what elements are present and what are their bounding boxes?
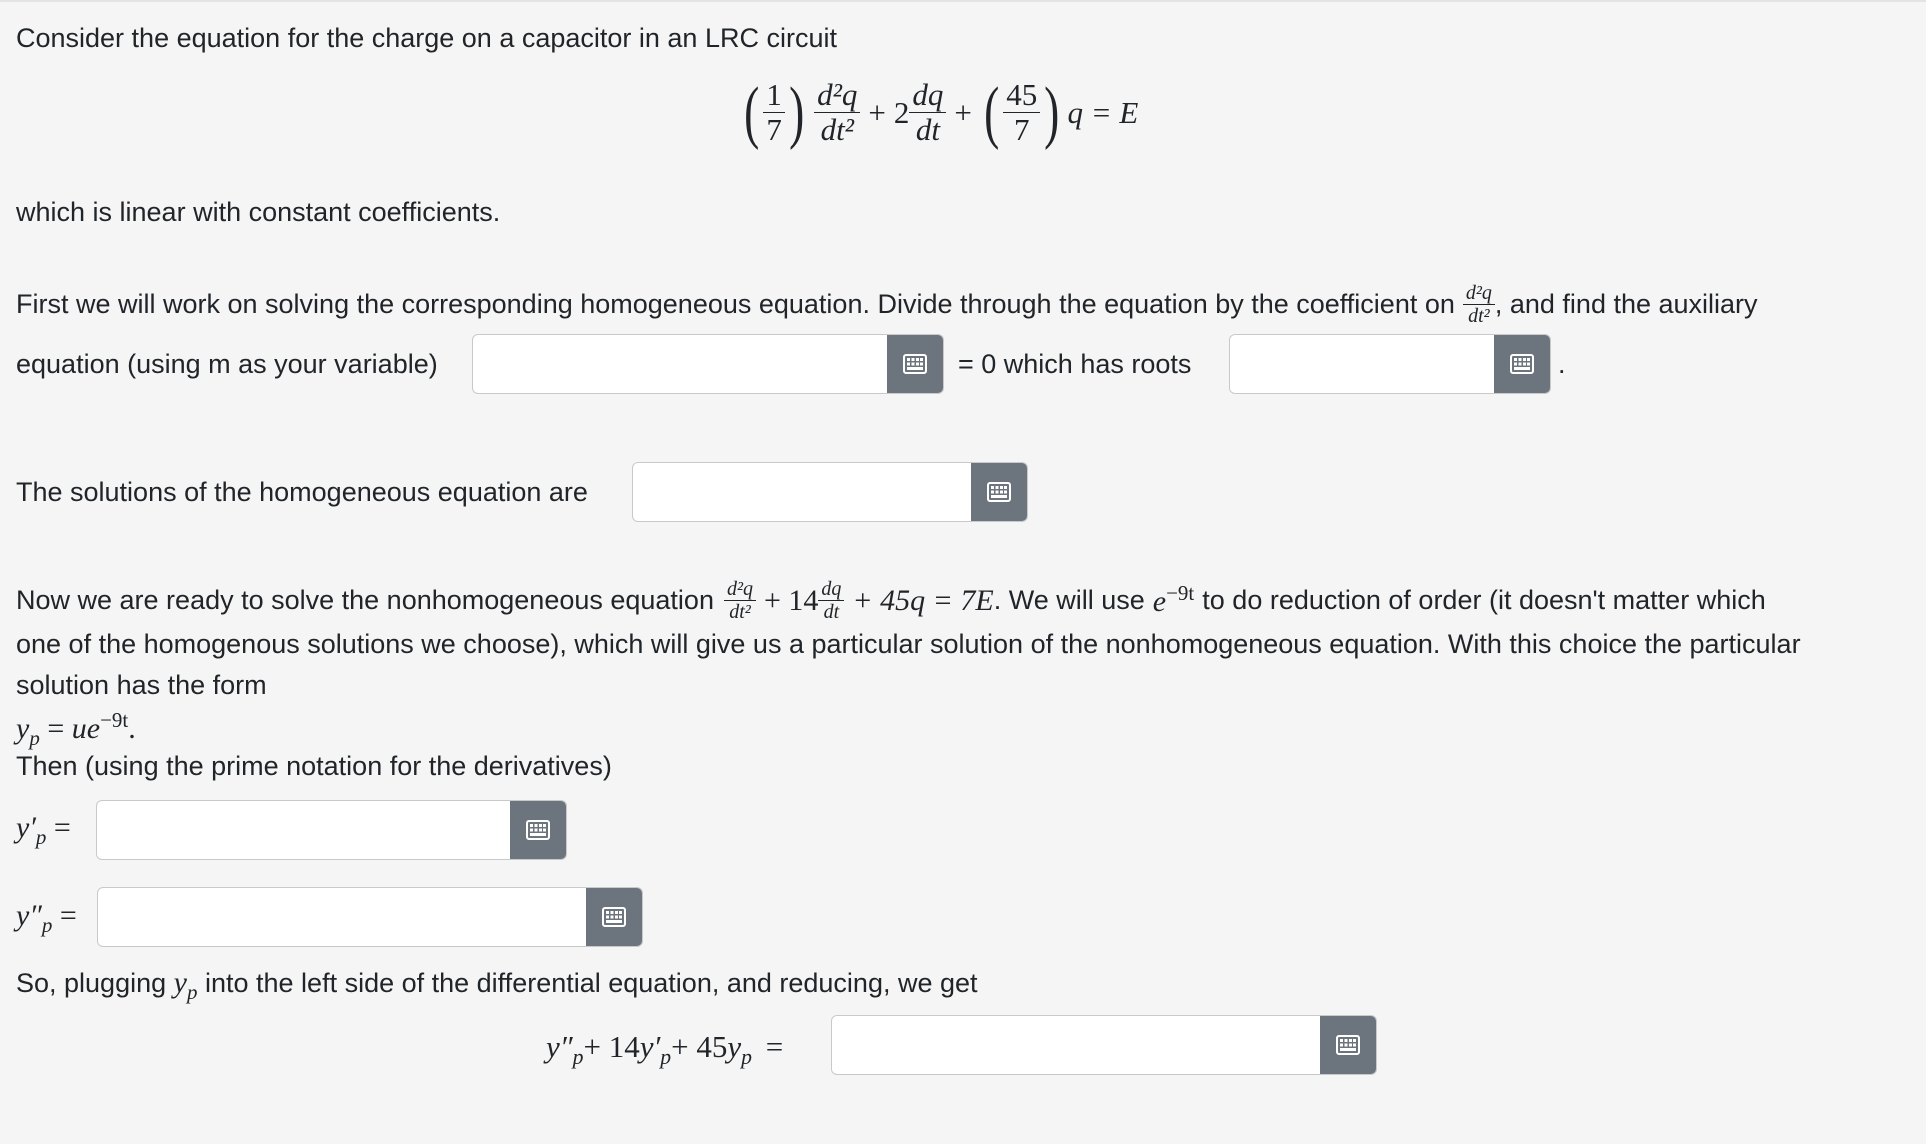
final-result-input[interactable] <box>832 1016 1320 1074</box>
prime-notation-text: Then (using the prime notation for the derivatives) <box>16 751 612 781</box>
final-result-keyboard-button[interactable] <box>1320 1016 1376 1074</box>
math-keyboard-icon <box>1510 354 1534 374</box>
main-equation: ( $\frac{1}{7}$ ) $\frac{\text{d²q}}{\text{dt²}}$ + 2 $\frac{dq}{dt}$ + ( $\frac{45}{7}$ ) q = E <box>744 74 1139 152</box>
nonhomogeneous-line-2: one of the homogenous solutions we choose), which will give us a particular solution of the nonhomogeneous equation. With this choice the particular <box>16 629 1801 659</box>
final-equation-lhs: $y''_p+ 14y'_p+ 45y_p$ = <box>546 1029 784 1070</box>
math-keyboard-icon <box>526 820 550 840</box>
homogeneous-instructions: First we will work on solving the corresponding homogeneous equation. Divide through the equation by the coefficient on $\frac{\text{d²q}}{\text{dt²}}$ , and find the auxiliary <box>16 282 1758 327</box>
yp-prime-label: $y'_p$ = <box>16 811 71 849</box>
homogeneous-solutions-answer <box>632 462 1028 522</box>
top-divider <box>0 0 1926 2</box>
homogeneous-solutions-input[interactable] <box>633 463 971 521</box>
yp-double-prime-answer <box>97 887 643 947</box>
yp-double-prime-keyboard-button[interactable] <box>586 888 642 946</box>
yp-double-prime-label: $y''_p$ = <box>16 899 77 937</box>
homogeneous-solutions-keyboard-button[interactable] <box>971 463 1027 521</box>
roots-input[interactable] <box>1230 335 1494 393</box>
yp-prime-keyboard-button[interactable] <box>510 801 566 859</box>
final-result-answer <box>831 1015 1377 1075</box>
math-keyboard-icon <box>987 482 1011 502</box>
aux-equation-label: equation (using m as your variable) <box>16 349 438 379</box>
period: . <box>1558 349 1566 379</box>
nonhomogeneous-intro: Now we are ready to solve the nonhomogeneous equation $\frac{\text{d²q}}{\text{dt²}}$ + 14 $\frac{dq}{dt}$ + 45q = 7E . We will use $e^{-9t}$ to do reduction of order (it doesn't matter which <box>16 578 1766 623</box>
math-keyboard-icon <box>602 907 626 927</box>
roots-answer <box>1229 334 1551 394</box>
intro-text: Consider the equation for the charge on a capacitor in an LRC circuit <box>16 23 837 53</box>
aux-equation-input[interactable] <box>473 335 887 393</box>
yp-prime-answer <box>96 800 567 860</box>
yp-double-prime-input[interactable] <box>98 888 586 946</box>
yp-form: $y_p = ue^{-9t}$. <box>16 708 136 750</box>
yp-prime-input[interactable] <box>97 801 510 859</box>
plugging-text: So, plugging $y_p$ into the left side of the differential equation, and reducing, we get <box>16 966 978 1004</box>
aux-equation-keyboard-button[interactable] <box>887 335 943 393</box>
equals-zero-roots-text: = 0 which has roots <box>958 349 1192 379</box>
homogeneous-solutions-label: The solutions of the homogeneous equation are <box>16 477 588 507</box>
math-keyboard-icon <box>903 354 927 374</box>
linear-note: which is linear with constant coefficients. <box>16 197 501 227</box>
nonhomogeneous-line-3: solution has the form <box>16 670 267 700</box>
roots-keyboard-button[interactable] <box>1494 335 1550 393</box>
math-keyboard-icon <box>1336 1035 1360 1055</box>
aux-equation-answer <box>472 334 944 394</box>
